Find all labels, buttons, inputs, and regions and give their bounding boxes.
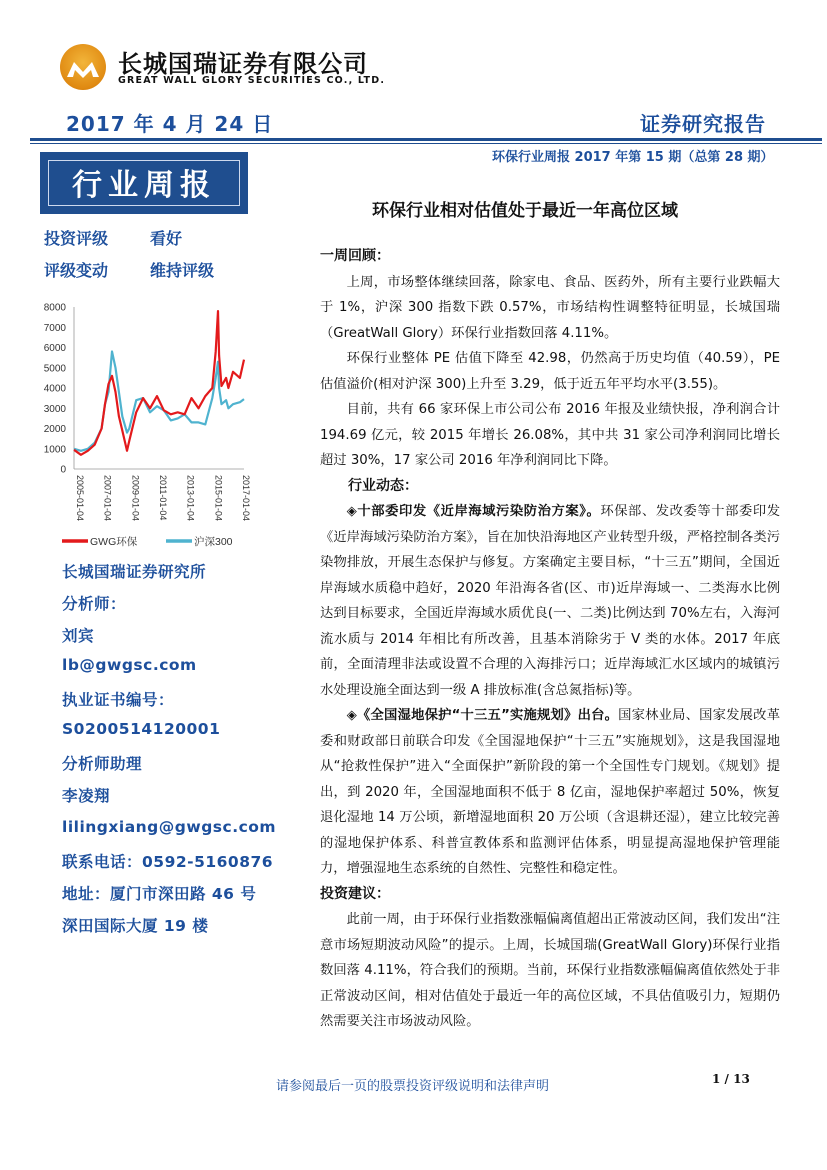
- assistant-name: 李凌翔: [62, 787, 111, 805]
- x-tick-label: 2013-01-04: [185, 475, 196, 522]
- news-item-1-body: 环保部、发改委等十部委印发《近岸海域污染防治方案》，旨在加快沿海地区产业转型升级，严格控制各类污染物排放，开展生态保护与修复。方案确定主要目标，“十三五”期间，全国近岸海域水质稳中趋好，2020 年沿海各省(区、市)近岸海域一、二类海水比例达到目标要求，全国近岸海域水质优良(一、二类)比例达到 70%左右，入海河流水质与 2014 年相比有所改善，且基本消除劣于 V 类的水体。2017 年底前，全面清理非法或设置不合理的入海排污口；近岸海域汇水区域内的城镇污水处理设施全面达到一级 A 排放标准(含总氮指标)等。: [320, 504, 781, 698]
- x-tick-label: 2011-01-04: [157, 475, 168, 521]
- assistant-email[interactable]: lilingxiang@gwgsc.com: [62, 818, 277, 836]
- x-tick-label: 2007-01-04: [102, 475, 113, 522]
- article-title: 环保行业相对估值处于最近一年高位区域: [372, 201, 678, 221]
- address-line-1: 地址：厦门市深田路 46 号: [62, 885, 257, 903]
- section-weekly-review: 一周回顾：: [320, 248, 390, 264]
- news-item-2: [320, 703, 780, 882]
- cert-number: S0200514120001: [62, 720, 221, 738]
- y-tick-label: 1000: [43, 444, 66, 456]
- company-name-cn: 长城国瑞证券有限公司: [118, 50, 368, 78]
- news-item-2-title: ◈《全国湿地保护“十三五”实施规划》出台。: [346, 708, 619, 723]
- report-date: 2017 年 4 月 24 日: [66, 112, 274, 136]
- header-rule-thin: [30, 143, 822, 144]
- analyst-label: 分析师：: [62, 595, 127, 613]
- section-investment-advice: 投资建议：: [320, 885, 390, 902]
- y-tick-label: 2000: [43, 424, 66, 435]
- report-type: 证券研究报告: [640, 112, 766, 136]
- contact-phone: 联系电话：0592-5160876: [62, 853, 274, 871]
- y-tick-label: 0: [60, 464, 66, 476]
- page-number: 1 / 13: [712, 1072, 750, 1086]
- rating-change-value: 维持评级: [150, 261, 215, 280]
- analyst-name: 刘宾: [62, 627, 95, 645]
- section-industry-news: 行业动态：: [348, 477, 418, 494]
- y-tick-label: 5000: [43, 363, 66, 375]
- weekly-label: 行业周报: [72, 168, 216, 203]
- legend-label-gwg: GWG环保: [90, 536, 138, 548]
- news-item-2-body: 国家林业局、国家发展改革委和财政部日前联合印发《全国湿地保护“十三五”实施规划》，这是我国湿地从“抢救性保护”进入“全面保护”新阶段的第一个全国性专门规划。《规划》提出，到 2020 年，全国湿地面积不低于 8 亿亩，湿地保护率超过 50%，恢复退化湿地 14 万公顷，新增湿地面积 20 万公顷（含退耕还湿），建立比较完善的湿地保护体系、科普宣教体系和监测评估体系，明显提高湿地保护管理能力，增强湿地生态系统的自然性、完整性和稳定性。: [320, 708, 780, 876]
- news-item-1: [320, 499, 780, 703]
- logo-mark-icon: [66, 60, 100, 78]
- company-name-en: GREAT WALL GLORY SECURITIES CO., LTD.: [118, 75, 386, 86]
- assistant-label: 分析师助理: [62, 755, 143, 773]
- research-institute: 长城国瑞证券研究所: [62, 563, 207, 581]
- index-line-chart: [36, 295, 252, 557]
- header-rule: [30, 138, 822, 141]
- x-tick-label: 2017-01-04: [240, 475, 251, 522]
- x-tick-label: 2009-01-04: [130, 475, 141, 522]
- y-tick-label: 3000: [43, 403, 66, 415]
- y-tick-label: 6000: [43, 343, 66, 354]
- y-tick-label: 4000: [43, 383, 66, 395]
- legend-label-hs300: 沪深300: [194, 536, 233, 548]
- rating-change-label: 评级变动: [44, 261, 109, 280]
- y-tick-label: 7000: [43, 322, 66, 334]
- news-item-1-title: ◈十部委印发《近岸海域污染防治方案》。: [346, 504, 601, 519]
- y-tick-label: 8000: [43, 302, 66, 314]
- rating-value: 看好: [150, 229, 183, 248]
- paragraph-review-1: 上周，市场整体继续回落，除家电、食品、医药外，所有主要行业跌幅大于 1%，沪深 300 指数下跌 0.57%，市场结构性调整特征明显，长城国瑞（GreatWall Glory）环保行业指数回落 4.11%。: [320, 274, 780, 341]
- company-logo-icon: [60, 44, 106, 90]
- address-line-2: 深田国际大厦 19 楼: [62, 917, 209, 935]
- x-tick-label: 2005-01-04: [75, 475, 85, 522]
- paragraph-review-2: 环保行业整体 PE 估值下降至 42.98，仍然高于历史均值（40.59），PE 估值溢价(相对沪深 300)上升至 3.29，低于近五年平均水平(3.55)。: [320, 351, 780, 392]
- analyst-email[interactable]: lb@gwgsc.com: [62, 656, 197, 674]
- article-body: [320, 244, 780, 1035]
- issue-number: 环保行业周报 2017 年第 15 期（总第 28 期）: [492, 150, 774, 165]
- paragraph-review-3: 目前，共有 66 家环保上市公司公布 2016 年报及业绩快报，净利润合计 194.69 亿元，较 2015 年增长 26.08%，其中共 31 家公司净利润同比增长超过 30%，17 家公司 2016 年净利润同比下降。: [320, 402, 780, 468]
- footer-disclaimer: 请参阅最后一页的股票投资评级说明和法律声明: [276, 1079, 550, 1094]
- rating-label: 投资评级: [44, 229, 109, 248]
- x-tick-label: 2015-01-04: [213, 475, 224, 522]
- cert-label: 执业证书编号：: [62, 691, 175, 709]
- paragraph-advice: 此前一周，由于环保行业指数涨幅偏离值超出正常波动区间，我们发出“注意市场短期波动风险”的提示。上周，长城国瑞(GreatWall Glory)环保行业指数回落 4.11%，符合我们的预期。当前，环保行业指数涨幅偏离值依然处于非正常波动区间，相对估值处于最近一年的高位区域，不具估值吸引力，短期仍然需要关注市场波动风险。: [320, 912, 780, 1029]
